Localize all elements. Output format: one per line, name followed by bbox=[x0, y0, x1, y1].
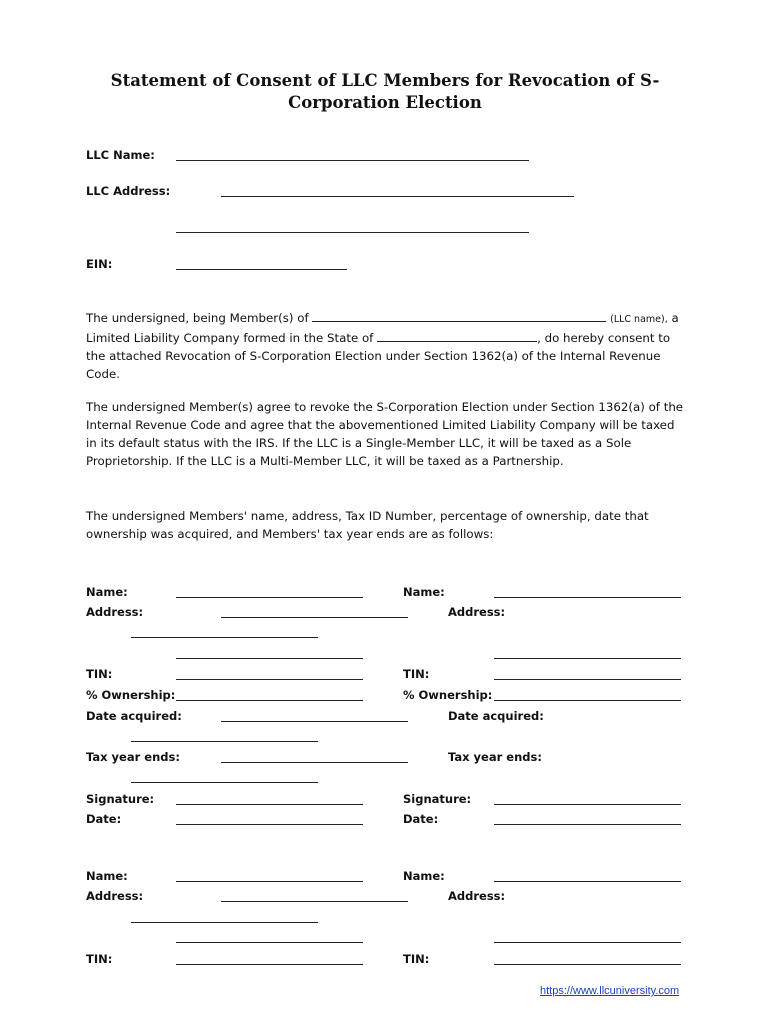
consent-text-c: , do hereby consent to the attached Revocation of S-Corporation Election under Section 1362(a) of the Internal Revenue Code. bbox=[86, 331, 671, 381]
member3-name-label: Name: bbox=[86, 869, 128, 883]
member2-date-acquired-label: Date acquired: bbox=[448, 709, 544, 723]
member1-address-field-3[interactable] bbox=[176, 658, 363, 659]
member1-signature-field[interactable] bbox=[176, 804, 363, 805]
llc-address-label: LLC Address: bbox=[86, 184, 171, 198]
llc-address-field-line-2[interactable] bbox=[176, 232, 529, 233]
revocation-paragraph: The undersigned Member(s) agree to revoke the S-Corporation Election under Section 1362(a) of the Internal Revenue Code and agree that the abovementioned Limited Liability Company will be taxed in its default status with the IRS. If the LLC is a Single-Member LLC, it will be taxed as a Sole Proprietorship. If the LLC is a Multi-Member LLC, it will be taxed as a Partnership. bbox=[86, 400, 684, 468]
document-title: Statement of Consent of LLC Members for Revocation of S-Corporation Election bbox=[110, 71, 660, 112]
consent-text-a: The undersigned, being Member(s) of bbox=[86, 311, 309, 325]
member1-ownership-label: % Ownership: bbox=[86, 688, 176, 702]
state-blank[interactable] bbox=[377, 330, 537, 342]
consent-text-b: a Limited Liability Company formed in the State of bbox=[86, 311, 679, 345]
member1-address-label: Address: bbox=[86, 605, 144, 619]
member2-name-field[interactable] bbox=[494, 597, 681, 598]
member2-address-label: Address: bbox=[448, 605, 506, 619]
member1-name-label: Name: bbox=[86, 585, 128, 599]
member1-tax-year-field-2[interactable] bbox=[131, 782, 318, 783]
consent-paragraph bbox=[86, 309, 686, 383]
llc-address-field-line-1[interactable] bbox=[221, 196, 574, 197]
member1-signature-label: Signature: bbox=[86, 792, 155, 806]
member1-date-acquired-field-1[interactable] bbox=[221, 721, 408, 722]
member2-ownership-label: % Ownership: bbox=[403, 688, 493, 702]
member1-date-label: Date: bbox=[86, 812, 122, 826]
member2-name-label: Name: bbox=[403, 585, 445, 599]
member1-date-acquired-label: Date acquired: bbox=[86, 709, 182, 723]
member1-name-field[interactable] bbox=[176, 597, 363, 598]
member2-signature-label: Signature: bbox=[403, 792, 472, 806]
member4-tin-label: TIN: bbox=[403, 952, 430, 966]
member1-ownership-field[interactable] bbox=[176, 700, 363, 701]
member4-address-field[interactable] bbox=[494, 942, 681, 943]
member1-tax-year-label: Tax year ends: bbox=[86, 750, 180, 764]
member3-tin-field[interactable] bbox=[176, 964, 363, 965]
member2-date-field[interactable] bbox=[494, 824, 681, 825]
member4-name-field[interactable] bbox=[494, 881, 681, 882]
member1-date-field[interactable] bbox=[176, 824, 363, 825]
member1-address-field-1[interactable] bbox=[221, 617, 408, 618]
member1-address-field-2[interactable] bbox=[131, 637, 318, 638]
llc-name-field[interactable] bbox=[176, 160, 529, 161]
member2-address-field[interactable] bbox=[494, 658, 681, 659]
member3-tin-label: TIN: bbox=[86, 952, 113, 966]
ein-label: EIN: bbox=[86, 257, 113, 271]
member2-tax-year-label: Tax year ends: bbox=[448, 750, 542, 764]
member4-name-label: Name: bbox=[403, 869, 445, 883]
member4-tin-field[interactable] bbox=[494, 964, 681, 965]
members-intro-paragraph: The undersigned Members' name, address, Tax ID Number, percentage of ownership, date that ownership was acquired, and Members' tax year ends are as follows: bbox=[86, 509, 649, 541]
member3-address-label: Address: bbox=[86, 889, 144, 903]
member1-tin-field[interactable] bbox=[176, 679, 363, 680]
member2-date-label: Date: bbox=[403, 812, 439, 826]
member4-address-label: Address: bbox=[448, 889, 506, 903]
llc-name-label: LLC Name: bbox=[86, 148, 155, 162]
member3-address-field-3[interactable] bbox=[176, 942, 363, 943]
ein-field[interactable] bbox=[176, 269, 347, 270]
llcuniversity-link[interactable]: https://www.llcuniversity.com bbox=[540, 985, 680, 997]
member-llc-name-blank[interactable] bbox=[312, 310, 606, 322]
member3-address-field-2[interactable] bbox=[131, 922, 318, 923]
member3-name-field[interactable] bbox=[176, 881, 363, 882]
member2-tin-label: TIN: bbox=[403, 667, 430, 681]
llc-name-hint: (LLC name), bbox=[610, 314, 668, 325]
member1-tax-year-field-1[interactable] bbox=[221, 762, 408, 763]
member2-tin-field[interactable] bbox=[494, 679, 681, 680]
member3-address-field-1[interactable] bbox=[221, 901, 408, 902]
member1-date-acquired-field-2[interactable] bbox=[131, 741, 318, 742]
member2-signature-field[interactable] bbox=[494, 804, 681, 805]
member1-tin-label: TIN: bbox=[86, 667, 113, 681]
member2-ownership-field[interactable] bbox=[494, 700, 681, 701]
